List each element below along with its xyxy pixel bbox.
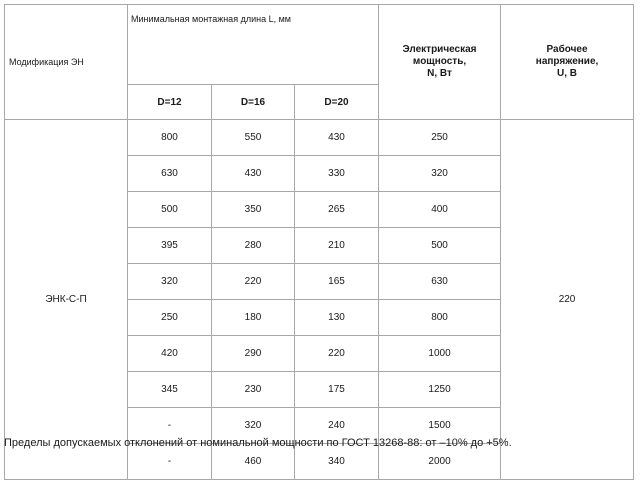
cell-d12: 630: [128, 156, 212, 192]
voltage-cell: 220: [501, 120, 634, 480]
cell-d16: 320: [212, 408, 295, 444]
cell-power: 1500: [379, 408, 501, 444]
header-power-line3: N, Вт: [427, 68, 452, 79]
header-modification: Модификация ЭН: [5, 5, 128, 120]
cell-d16: 230: [212, 372, 295, 408]
cell-d20: 265: [295, 192, 379, 228]
header-d12: D=12: [128, 85, 212, 120]
cell-d12: 320: [128, 264, 212, 300]
spec-table: [4, 4, 634, 480]
cell-d12: 420: [128, 336, 212, 372]
table-row: [5, 120, 634, 156]
cell-d12: -: [128, 408, 212, 444]
cell-d20: 175: [295, 372, 379, 408]
header-voltage-line2: напряжение,: [535, 56, 599, 67]
cell-d12: 800: [128, 120, 212, 156]
cell-d20: 165: [295, 264, 379, 300]
cell-d16: 180: [212, 300, 295, 336]
cell-d20: 330: [295, 156, 379, 192]
cell-d20: 220: [295, 336, 379, 372]
header-d20: D=20: [295, 85, 379, 120]
header-power: [379, 5, 501, 120]
cell-power: 500: [379, 228, 501, 264]
cell-power: 2000: [379, 444, 501, 480]
header-power-line2: мощность,: [412, 56, 467, 67]
cell-d20: 340: [295, 444, 379, 480]
footnote: Пределы допускаемых отклонений от номинальной мощности по ГОСТ 13268-88: от –10% до +5%.: [4, 437, 512, 449]
cell-d16: 290: [212, 336, 295, 372]
cell-d16: 220: [212, 264, 295, 300]
cell-d16: 350: [212, 192, 295, 228]
modification-cell: ЭНК-С-П: [5, 120, 128, 480]
cell-d16: 430: [212, 156, 295, 192]
cell-d20: 210: [295, 228, 379, 264]
header-voltage: [501, 5, 634, 120]
cell-d12: -: [128, 444, 212, 480]
cell-power: 800: [379, 300, 501, 336]
cell-d12: 345: [128, 372, 212, 408]
header-voltage-line1: Рабочее: [546, 44, 588, 55]
cell-power: 1000: [379, 336, 501, 372]
cell-d20: 130: [295, 300, 379, 336]
cell-d16: 460: [212, 444, 295, 480]
cell-d16: 550: [212, 120, 295, 156]
cell-power: 630: [379, 264, 501, 300]
header-min-length: Минимальная монтажная длина L, мм: [128, 5, 379, 85]
header-d16: D=16: [212, 85, 295, 120]
cell-d20: 240: [295, 408, 379, 444]
cell-d20: 430: [295, 120, 379, 156]
cell-power: 1250: [379, 372, 501, 408]
cell-power: 320: [379, 156, 501, 192]
cell-d12: 395: [128, 228, 212, 264]
cell-d16: 280: [212, 228, 295, 264]
cell-d12: 500: [128, 192, 212, 228]
table-body: [5, 120, 634, 480]
cell-d12: 250: [128, 300, 212, 336]
cell-power: 250: [379, 120, 501, 156]
cell-power: 400: [379, 192, 501, 228]
header-voltage-line3: U, В: [557, 68, 578, 79]
header-power-line1: Электрическая: [402, 44, 477, 55]
